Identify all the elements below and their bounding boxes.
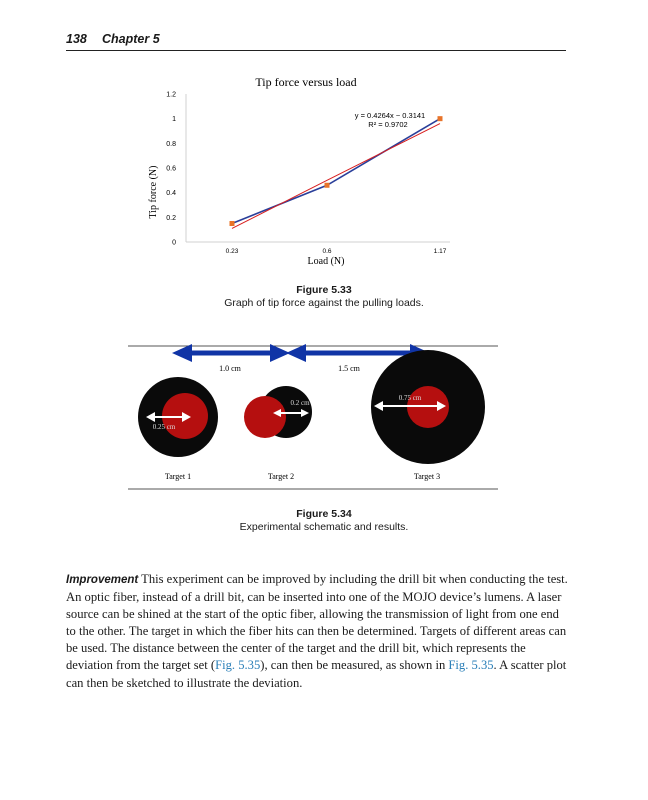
running-header [66, 30, 566, 51]
y-tick-label: 1.2 [166, 91, 176, 99]
figure-534-text: Experimental schematic and results. [239, 521, 409, 533]
figure-533-text: Graph of tip force against the pulling loads. [224, 297, 424, 309]
x-tick-label: 0.23 [225, 248, 239, 255]
series-lines [232, 119, 440, 229]
body-paragraph [66, 571, 568, 692]
target-2-radius: 0.2 cm [290, 399, 310, 407]
y-tick-label: 0 [172, 239, 176, 247]
paragraph-text-1: This experiment can be improved by including the drill bit when conducting the test. An optic fiber, instead of a drill bit, can be inserted into one of the MOJO device’s lumens. A laser source can be shined at the start of the optic fiber, allowing the transmission of light from one end to the other. The target in which the fiber hits can then be determined. Targets of different areas can be used. The distance between the center of the target and the drill bit, which represents the deviation from the target set ( [66, 572, 568, 673]
paragraph-lead: Improvement [66, 574, 139, 586]
target-2-label: Target 2 [267, 472, 295, 481]
r-squared: R² = 0.9702 [368, 120, 408, 129]
y-tick-label: 0.6 [166, 165, 176, 173]
data-point-marker [438, 116, 443, 121]
trend-equation: y = 0.4264x − 0.3141 [354, 111, 426, 120]
data-markers [230, 116, 443, 226]
chart-title: Tip force versus load [255, 75, 357, 89]
data-point-marker [325, 183, 330, 188]
paragraph-text-3: . A scatter plot can then be sketched to illustrate the deviation. [66, 658, 567, 690]
experimental-schematic [0, 338, 648, 503]
target-1 [138, 377, 218, 457]
target-3-radius: 0.75 cm [398, 394, 422, 402]
x-tick-label: 0.6 [322, 248, 332, 255]
x-tick-label: 1.17 [433, 248, 447, 255]
x-tick-labels [226, 248, 447, 255]
y-tick-label: 0.4 [166, 190, 176, 198]
y-tick-label: 0.8 [166, 140, 176, 148]
fig-535-link-2[interactable]: Fig. 5.35 [448, 658, 494, 673]
y-tick-label: 0.2 [166, 214, 176, 222]
page-number: 138 [66, 32, 87, 46]
y-tick-label: 1 [172, 116, 176, 124]
distance-1-label: 1.0 cm [219, 364, 241, 373]
data-point-marker [230, 221, 235, 226]
target-3-label: Target 3 [413, 472, 441, 481]
target-1-label: Target 1 [164, 472, 192, 481]
distance-2-label: 1.5 cm [338, 364, 360, 373]
target-1-radius: 0.25 cm [152, 423, 176, 431]
target-2 [244, 386, 312, 438]
paragraph-text-2: ), can then be measured, as shown in [260, 658, 449, 673]
figure-533-label: Figure 5.33 [296, 284, 352, 296]
tip-force-chart [140, 72, 450, 272]
distance-arrow-1 [172, 344, 290, 362]
figure-533-caption [0, 284, 648, 310]
y-axis-label: Tip force (N) [148, 165, 159, 219]
fig-535-link-1[interactable]: Fig. 5.35 [215, 658, 261, 673]
figure-534-label: Figure 5.34 [296, 508, 352, 520]
chapter-title: Chapter 5 [102, 32, 160, 46]
x-axis-label: Load (N) [307, 256, 345, 267]
tip-force-series-line [232, 119, 440, 224]
target-3 [371, 350, 485, 464]
figure-534-caption [0, 508, 648, 534]
y-tick-labels [166, 92, 176, 247]
linear-fit-line [232, 124, 440, 229]
